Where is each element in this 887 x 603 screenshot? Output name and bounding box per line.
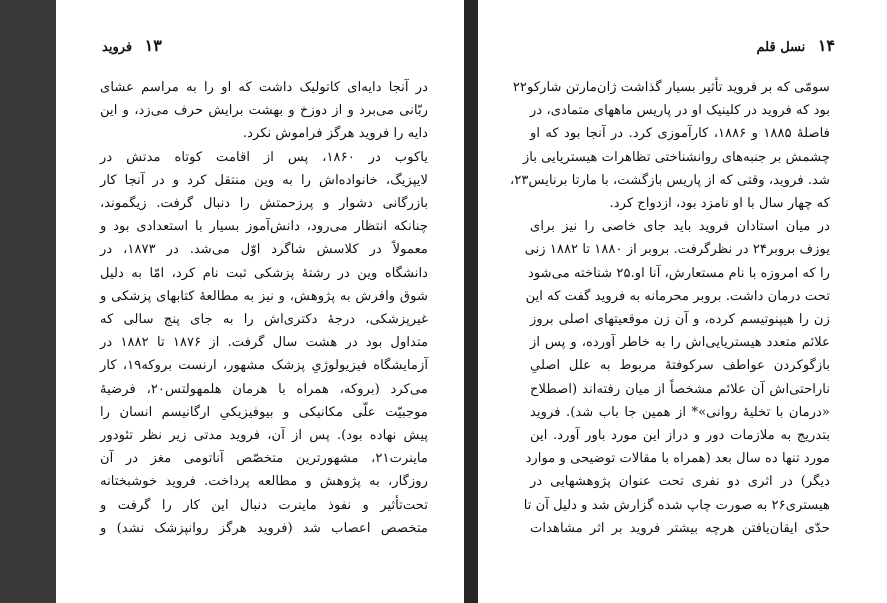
text-line: چنانکه انتظار می‌رود، دانش‌آموز بسیار با استعدادی بود و xyxy=(100,219,428,235)
text-line: بازگوکردن عواطف سرکوفتهٔ مربوط به علل اصلیِ xyxy=(530,358,830,374)
text-line: دانشگاه وین در رشتهٔ پزشکی ثبت نام کرد، امّا به دلیل xyxy=(100,265,428,281)
text-line: در میان استادان فروید باید جای خاصی را نیز برای xyxy=(530,219,830,235)
running-header xyxy=(102,36,162,55)
text-line: دایه را فروید هرگز فراموش نکرد. xyxy=(242,126,428,142)
text-line: شد. فروید، وقتی که از پاریس بازگشت، با مارتا برنایس۲۳، xyxy=(510,172,830,188)
text-line: سومّی که بر فروید تأثیر بسیار گذاشت ژان‌مارتن شارکو۲۲ xyxy=(512,80,830,95)
text-line: مورد تنها ده سال بعد (همراه با مقالات توضیحی و موارد xyxy=(525,451,830,467)
text-line: چشمش بر جنبه‌های روانشناختی تظاهرات هیستریایی باز xyxy=(522,149,830,165)
left-book-page xyxy=(56,0,464,603)
body-text xyxy=(510,76,830,540)
right-book-page xyxy=(478,0,887,603)
text-line: موجبیّت علّی مکانیکی و بیوفیزیکیِ ارگانیسم انسان را xyxy=(100,404,428,420)
text-line: بازرگانی دشوار و پرزحمتش را دنبال گرفت. زیگموند، xyxy=(100,196,428,212)
text-line: علائم متعدد هیستریایی‌اش را به خاطر آورده، و پس از xyxy=(530,335,830,351)
page-number: ۱۴ xyxy=(817,36,835,55)
text-line: یاکوب در ۱۸۶۰، پس از اقامت کوتاه مدتش در xyxy=(100,149,428,165)
book-gutter xyxy=(464,0,478,603)
text-line: یوزف بروبر۲۴ در نظرگرفت. بروبر از ۱۸۸۰ تا ۱۸۸۲ زنی xyxy=(524,242,830,258)
text-line: می‌کرد (بروکه، همراه با هرمان هلمهولتس۲۰، فرضیهٔ xyxy=(100,381,428,397)
running-title: فروید xyxy=(102,40,133,55)
text-line: را که امروزه با نام مستعارش، آنا او.۲۵ شناخته می‌شود xyxy=(527,265,830,281)
text-line: ربّانی می‌برد و از دوزخ و بهشت برایش حرف می‌زد، و این xyxy=(100,103,428,119)
text-line: هیستری۲۶ به صورت چاپ شده گزارش شد و دلیل آن تا xyxy=(523,497,830,513)
text-line: بتدریج به ملازمات دور و دراز این مورد باور آورد. این xyxy=(530,428,830,444)
text-line: متخصص اعصاب شد (فروید هرگز روانپزشک نشد) و xyxy=(100,520,428,536)
text-line: در آنجا دایه‌ای کاتولیک داشت که او را به مراسم عشای xyxy=(100,80,428,95)
text-line: دیگر) در اثری دو نفری تحت عنوان پژوهشهایی در xyxy=(530,474,830,490)
text-line: معمولاً در کلاسش شاگرد اوّل می‌شد. در ۱۸۷۳، در xyxy=(100,242,428,258)
text-line: «درمان با تخلیهٔ روانی»* از همین جا باب شد). فروید xyxy=(530,404,830,420)
text-line: بود که فروید در کلینیک او در پاریس ماههای متمادی، در xyxy=(530,103,830,119)
text-line: زن را هیپنوتیسم کرده، و آن زن موقعیتهای اصلی بروز xyxy=(530,312,830,328)
text-line: آزمایشگاه فیزیولوژیِ پزشک مشهور، ارنست بروکه۱۹، کار xyxy=(100,358,428,374)
text-line: حدّی ایقان‌یافتن هرچه بیشتر فروید بر اثر مشاهدات xyxy=(530,520,830,536)
text-line: لایپزیگ، خانواده‌اش را به وین منتقل کرد و در آنجا کار xyxy=(100,172,428,188)
text-line: فاصلهٔ ۱۸۸۵ و ۱۸۸۶، کارآموزی کرد. در آنجا بود که او xyxy=(530,126,830,142)
text-line: که چهار سال با او نامزد بود، ازدواج کرد. xyxy=(609,196,830,212)
running-header xyxy=(757,36,835,55)
text-line: ناراحتی‌اش آن علائم مشخصاً از میان رفته‌اند (اصطلاح xyxy=(530,381,830,397)
text-line: متداول بود در هشت سال گرفت. از ۱۸۷۶ تا ۱۸۸۲ در xyxy=(100,335,429,351)
text-line: تحت درمان داشت. بروبر محرمانه به فروید گفت که این xyxy=(525,288,830,304)
running-title: نسل قلم xyxy=(756,40,806,55)
text-line: تحت‌تأثیر و نفوذ ماینرت دنبال این کار را گرفت و xyxy=(100,497,428,513)
text-line: غیرپزشکی، درجهٔ دکتری‌اش را به جای پنج سالی که xyxy=(100,312,428,328)
text-line: شوق وافرش به پژوهش، و نیز به مطالعهٔ کتابهای پزشکی و xyxy=(100,288,428,304)
text-line: ماینرت۲۱، مشهورترین متخصّص آناتومی مغز در آن xyxy=(100,451,428,467)
body-text xyxy=(100,76,428,540)
text-line: پیش نهاده بود). پس از آن، فروید مدتی زیر نظر تئودور xyxy=(100,428,428,444)
text-line: روزگار، به پژوهش و مطالعه پرداخت. فروید خوشبختانه xyxy=(100,474,428,490)
page-number: ۱۳ xyxy=(144,36,162,55)
